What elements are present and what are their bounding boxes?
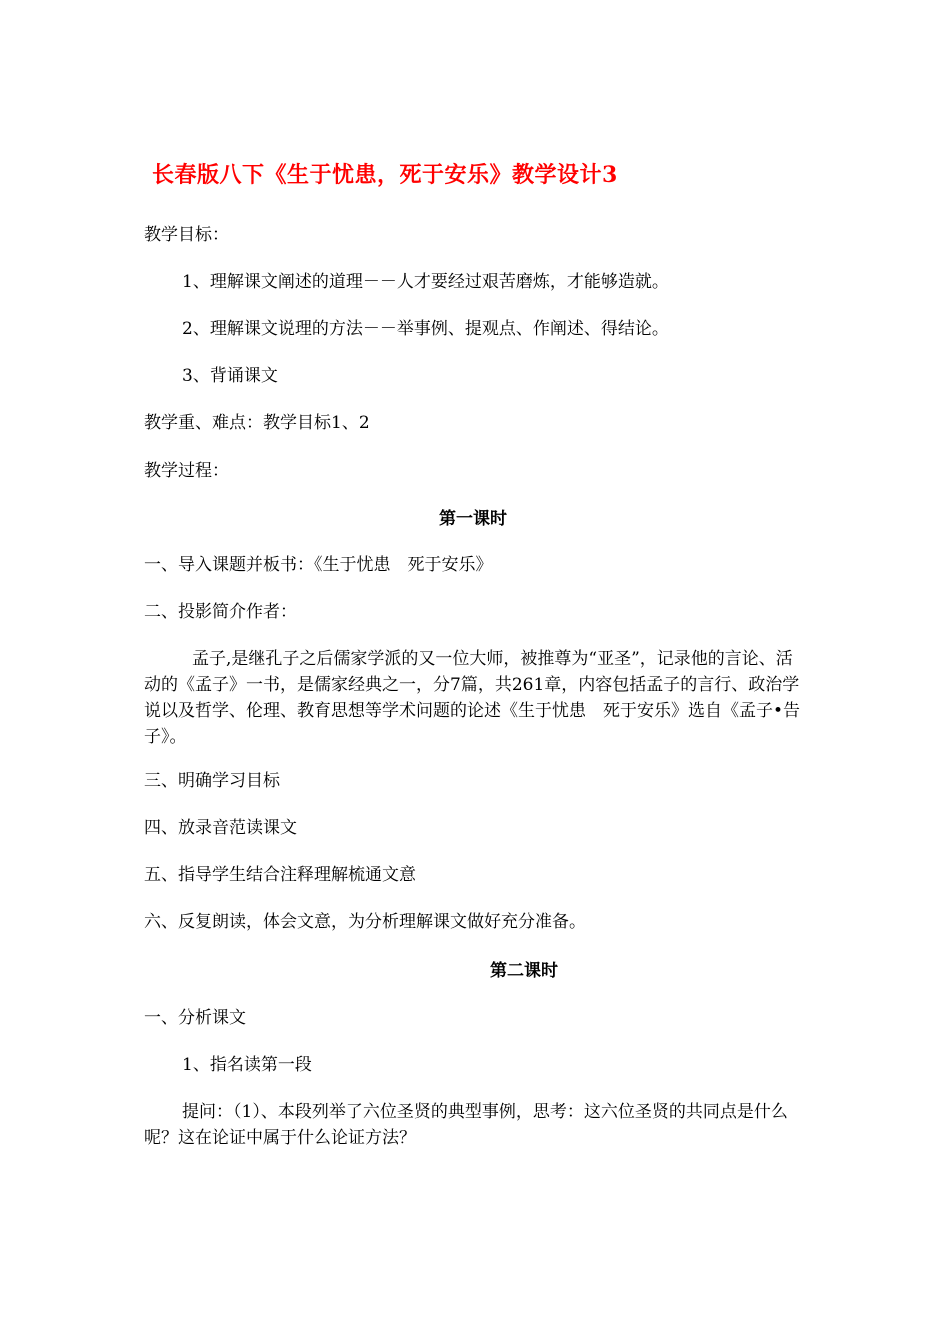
lesson-1-step-1: 一、导入课题并板书：《生于忧患 死于安乐》 xyxy=(144,555,493,575)
author-intro-paragraph xyxy=(144,646,806,750)
lesson-2-sub-1: 1、指名读第一段 xyxy=(182,1055,312,1075)
lesson-1-step-2: 二、投影简介作者： xyxy=(144,602,297,622)
lesson-2-step-1: 一、分析课文 xyxy=(144,1008,246,1028)
lesson-1-step-3: 三、明确学习目标 xyxy=(144,771,280,791)
question-paragraph xyxy=(144,1099,806,1151)
process-label: 教学过程： xyxy=(144,461,229,481)
lesson-1-heading: 第一课时 xyxy=(439,509,507,529)
document-title: 长春版八下《生于忧患，死于安乐》教学设计3 xyxy=(152,162,618,188)
objectives-label: 教学目标： xyxy=(144,225,229,245)
author-intro-text: 孟子,是继孔子之后儒家学派的又一位大师，被推尊为“亚圣”，记录他的言论、活动的《孟子》一书，是儒家经典之一，分7篇，共261章，内容包括孟子的言行、政治学说以及哲学、伦理、教育思想等学术问题的论述《生于忧患 死于安乐》选自《孟子•告子》。 xyxy=(144,649,801,747)
lesson-1-step-6: 六、反复朗读，体会文意，为分析理解课文做好充分准备。 xyxy=(144,912,586,932)
objective-item-3: 3、背诵课文 xyxy=(182,366,278,386)
lesson-1-step-5: 五、指导学生结合注释理解梳通文意 xyxy=(144,865,416,885)
objective-item-2: 2、理解课文说理的方法－－举事例、提观点、作阐述、得结论。 xyxy=(182,319,669,339)
objective-item-1: 1、理解课文阐述的道理－－人才要经过艰苦磨炼，才能够造就。 xyxy=(182,272,669,292)
key-points: 教学重、难点：教学目标1、2 xyxy=(144,413,370,433)
lesson-1-step-4: 四、放录音范读课文 xyxy=(144,818,297,838)
lesson-2-heading: 第二课时 xyxy=(490,961,558,981)
question-text: 提问：（1）、本段列举了六位圣贤的典型事例，思考：这六位圣贤的共同点是什么呢？这在论证中属于什么论证方法？ xyxy=(144,1102,788,1148)
